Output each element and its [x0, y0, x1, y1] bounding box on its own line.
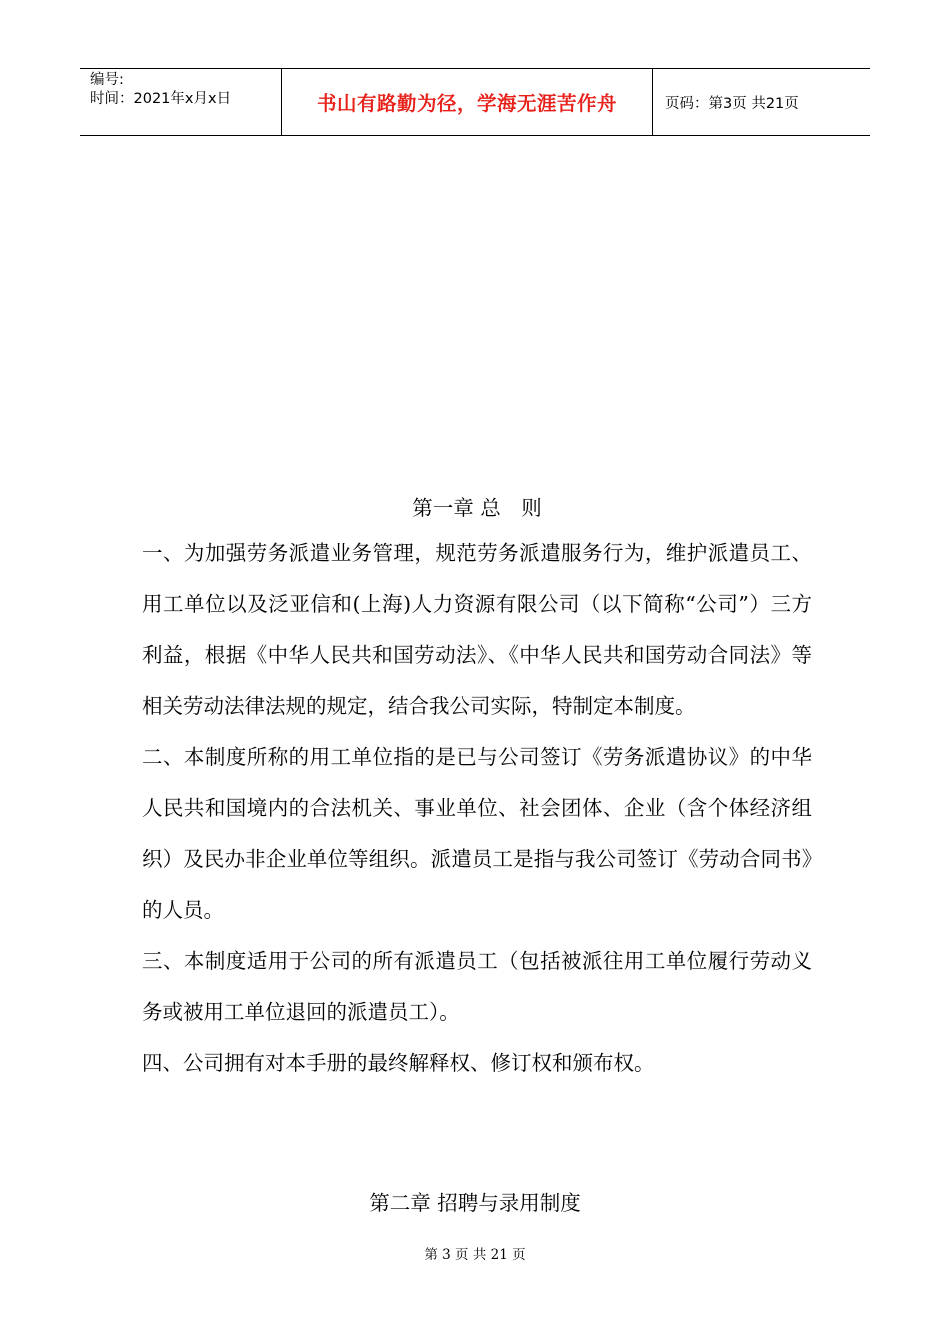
- document-header: [80, 68, 870, 136]
- paragraph-2: 二、本制度所称的用工单位指的是已与公司签订《劳务派遣协议》的中华人民共和国境内的合法机关、事业单位、社会团体、企业（含个体经济组织）及民办非企业单位等组织。派遣员工是指与我公司签订《劳动合同书》的人员。: [142, 745, 812, 922]
- paragraph-3: 三、本制度适用于公司的所有派遣员工（包括被派往用工单位履行劳动义务或被用工单位退回的派遣员工）。: [142, 949, 812, 1024]
- chapter-2-title: 第二章 招聘与录用制度: [369, 1191, 581, 1215]
- document-body: [142, 488, 812, 1089]
- paragraph-4: 四、公司拥有对本手册的最终解释权、修订权和颁布权。: [142, 1051, 655, 1075]
- document-number-label: 编号:: [90, 72, 124, 88]
- paragraph-1: 一、为加强劳务派遣业务管理，规范劳务派遣服务行为，维护派遣员工、用工单位以及泛亚信和(上海)人力资源有限公司（以下简称“公司”）三方利益，根据《中华人民共和国劳动法》、《中华人民共和国劳动合同法》等相关劳动法律法规的规定，结合我公司实际，特制定本制度。: [142, 541, 812, 718]
- header-page-info: 页码：第3页 共21页: [665, 95, 799, 112]
- header-motto: 书山有路勤为径，学海无涯苦作舟: [281, 69, 653, 135]
- page-footer: 第 3 页 共 21 页: [424, 1247, 526, 1263]
- header-meta: [80, 69, 281, 135]
- chapter-1-title: 第一章 总 则: [412, 496, 542, 520]
- document-date: 时间：2021年x月x日: [90, 91, 232, 107]
